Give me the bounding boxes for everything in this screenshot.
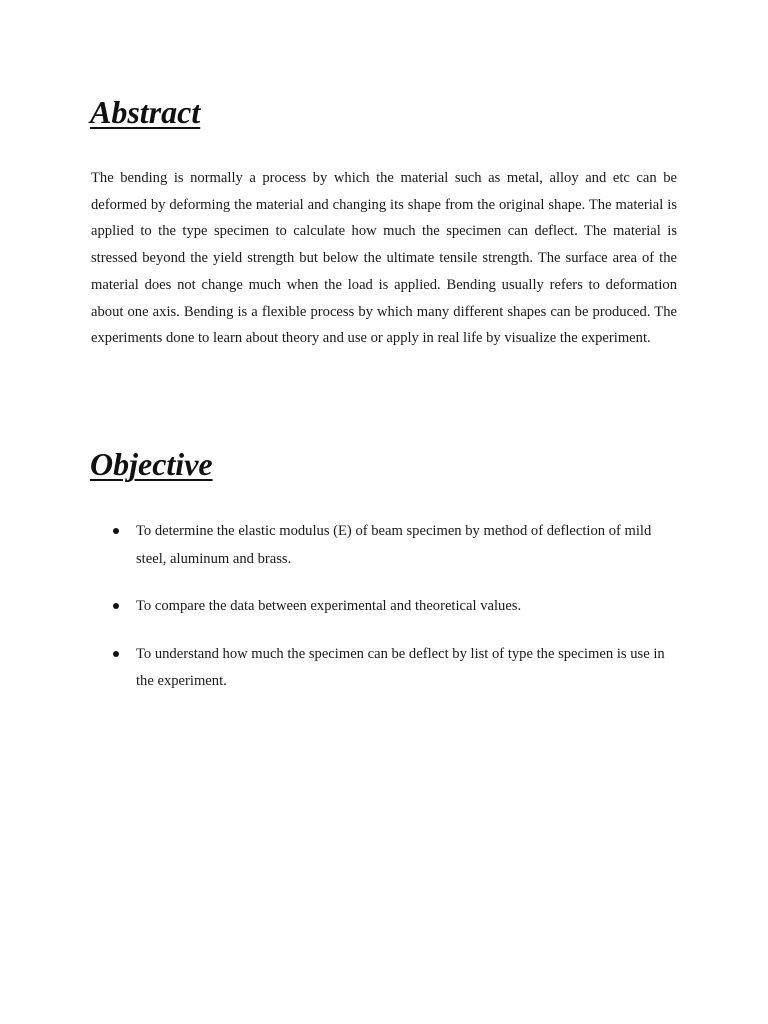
abstract-paragraph: The bending is normally a process by which the material such as metal, alloy and etc can be deformed by deforming the material and changing its shape from the original shape. The material is applied to the type specimen to calculate how much the specimen can deflect. The material is stressed beyond the yield strength but below the ultimate tensile strength. The surface area of the material does not change much when the load is applied. Bending usually refers to deformation about one axis. Bending is a flexible process by which many different shapes can be produced. The experiments done to learn about theory and use or apply in real life by visualize the experiment. — [91, 170, 677, 347]
objective-item-text: To determine the elastic modulus (E) of beam specimen by method of deflection of mild steel, aluminum and brass. — [136, 523, 652, 567]
objective-item-text: To compare the data between experimental and theoretical values. — [136, 598, 522, 614]
objective-list — [91, 518, 677, 716]
abstract-heading: Abstract — [90, 94, 201, 130]
objective-item-1 — [91, 518, 677, 573]
objective-item-text: To understand how much the specimen can be deflect by list of type the specimen is use in the experiment. — [136, 645, 665, 689]
objective-item-3 — [91, 641, 677, 696]
objective-item-2 — [91, 593, 677, 621]
bullet-icon — [113, 603, 119, 609]
bullet-icon — [113, 651, 119, 657]
objective-heading: Objective — [90, 446, 213, 482]
bullet-icon — [113, 528, 119, 534]
